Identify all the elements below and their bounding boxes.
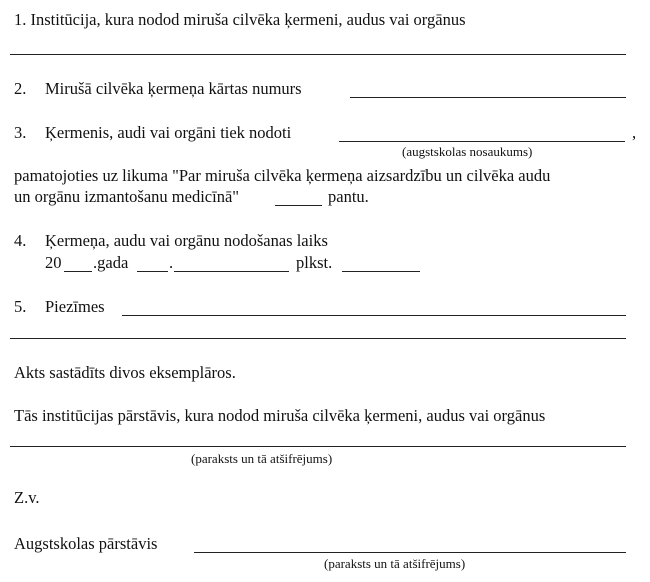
item-3-basis-line-2-start: un orgānu izmantošanu medicīnā" <box>14 187 239 206</box>
item-4-year-blank[interactable] <box>64 271 92 272</box>
university-rep-label: Augstskolas pārstāvis <box>14 534 158 553</box>
item-2-number: 2. <box>14 79 27 98</box>
stamp-place-label: Z.v. <box>14 488 40 507</box>
item-2-label: Mirušā cilvēka ķermeņa kārtas numurs <box>45 79 302 98</box>
item-1-blank-line[interactable] <box>10 54 626 55</box>
item-5-number: 5. <box>14 297 27 316</box>
item-4-gada: .gada <box>93 253 129 272</box>
item-3-comma: , <box>632 123 637 142</box>
item-5-blank-line-2[interactable] <box>10 338 626 339</box>
act-note: Akts sastādīts divos eksemplāros. <box>14 363 236 382</box>
university-rep-signature-line[interactable] <box>194 552 626 553</box>
item-3-label: Ķermenis, audi vai orgāni tiek nodoti <box>45 123 292 142</box>
item-3-article-blank[interactable] <box>275 205 322 206</box>
item-4-month-blank[interactable] <box>174 271 289 272</box>
institution-rep-signature-line[interactable] <box>10 446 626 447</box>
item-1-label: 1. Institūcija, kura nodod miruša cilvēka ķermeni, audus vai orgānus <box>14 10 466 29</box>
institution-rep-caption: (paraksts un tā atšifrējums) <box>191 451 333 466</box>
item-5-blank-line-1[interactable] <box>122 315 626 316</box>
item-4-day-blank[interactable] <box>137 271 168 272</box>
institution-rep-label: Tās institūcijas pārstāvis, kura nodod miruša cilvēka ķermeni, audus vai orgānus <box>14 406 546 425</box>
item-4-year-prefix: 20 <box>45 253 62 272</box>
item-3-basis-line-2-end: pantu. <box>328 187 369 206</box>
item-4-label: Ķermeņa, audu vai orgānu nodošanas laiks <box>45 231 328 250</box>
university-rep-caption: (paraksts un tā atšifrējums) <box>324 556 466 571</box>
item-4-time-blank[interactable] <box>342 271 420 272</box>
item-4-dot: . <box>169 253 174 272</box>
item-5-label: Piezīmes <box>45 297 105 316</box>
item-4-plkst: plkst. <box>296 253 333 272</box>
item-2-blank-line[interactable] <box>350 97 626 98</box>
item-4-number: 4. <box>14 231 27 250</box>
item-3-basis-line-1: pamatojoties uz likuma "Par miruša cilvēka ķermeņa aizsardzību un cilvēka audu <box>14 166 551 185</box>
item-3-caption: (augstskolas nosaukums) <box>402 144 533 159</box>
item-3-blank-line[interactable] <box>339 141 625 142</box>
item-3-number: 3. <box>14 123 27 142</box>
